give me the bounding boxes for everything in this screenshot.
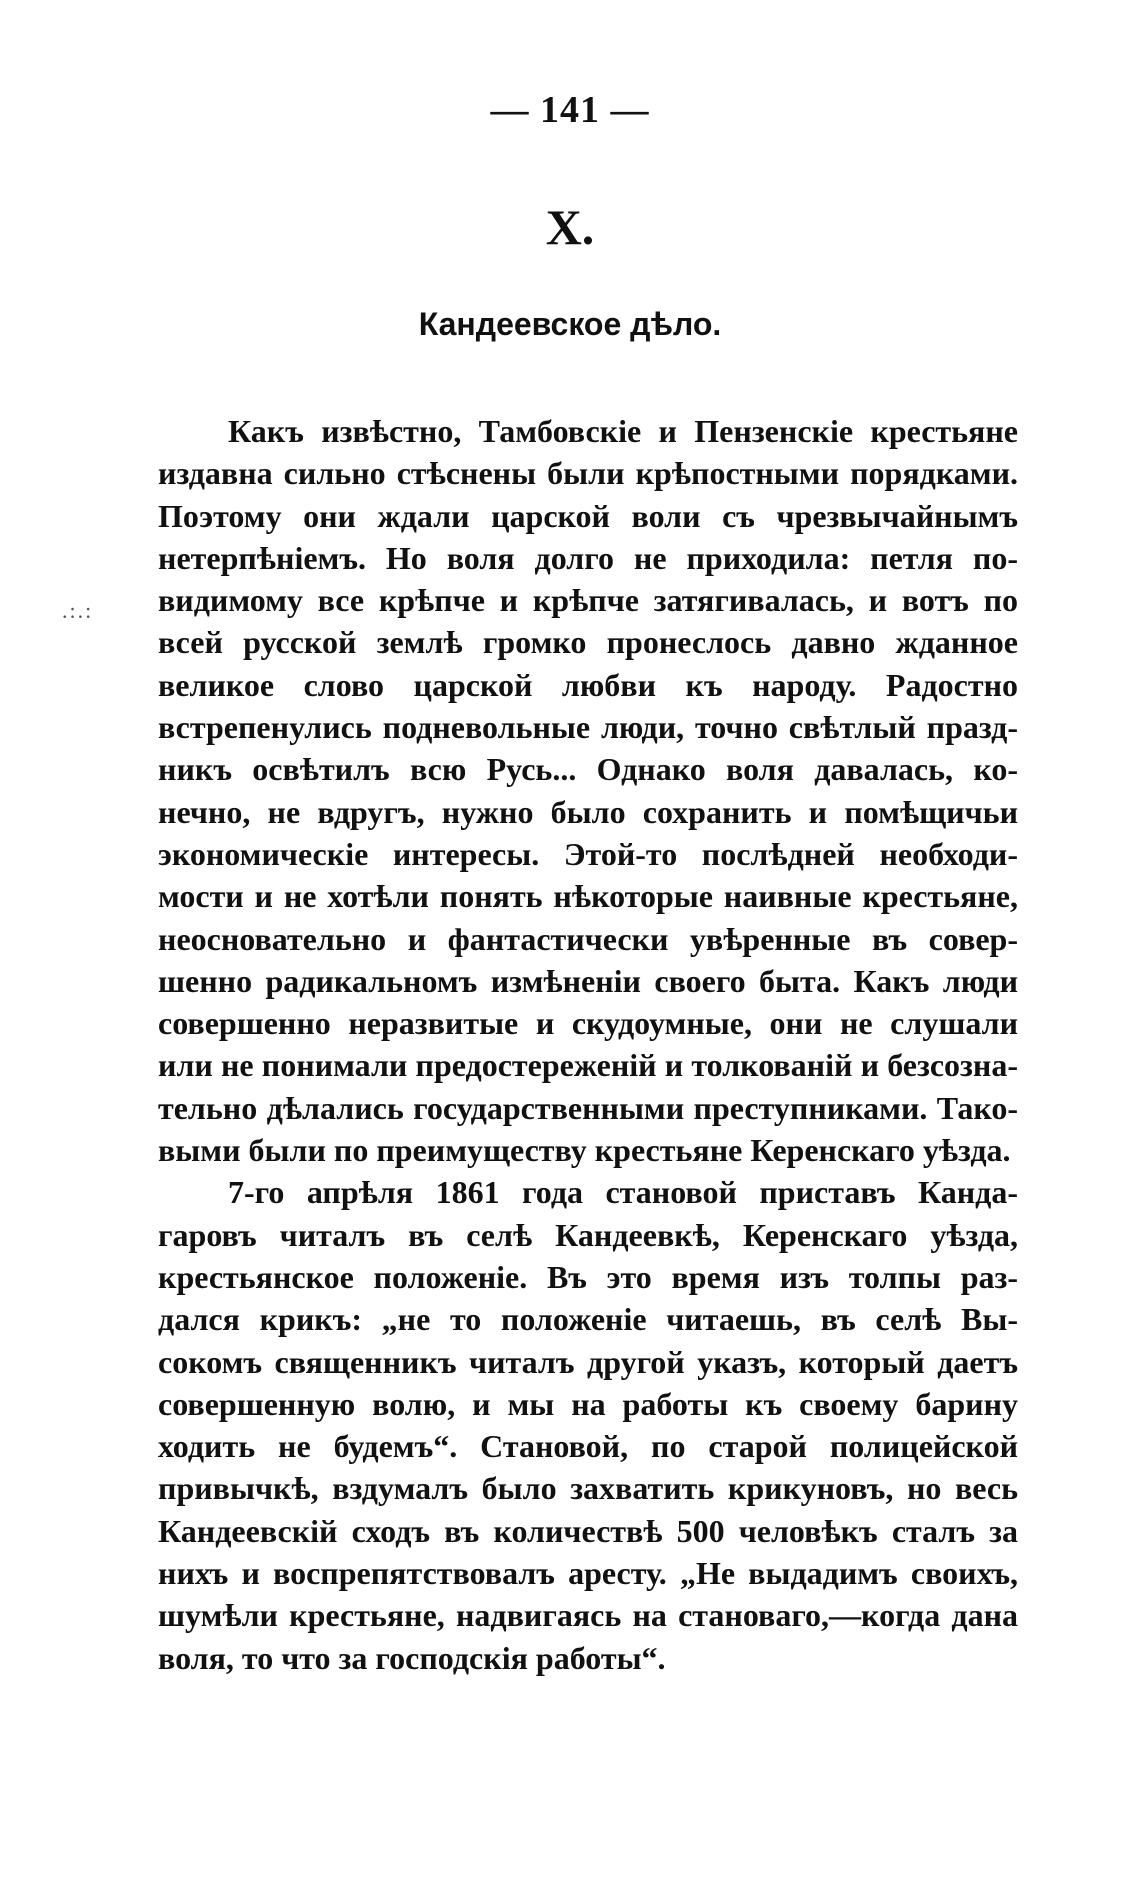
text-line: крестьянское положеніе. Въ это время изъ толпы раз- (158, 1258, 1018, 1295)
page-number: — 141 — (490, 89, 650, 131)
text-line: шумѣли крестьяне, надвигаясь на становаго,—когда дана (158, 1597, 1018, 1634)
text-line: видимому все крѣпче и крѣпче затягивалась, и вотъ по (158, 582, 1018, 619)
text-line: тельно дѣлались государственными преступниками. Тако- (158, 1089, 1018, 1126)
text-line: гаровъ читалъ въ селѣ Кандеевкѣ, Керенскаго уѣзда, (158, 1216, 1018, 1253)
text-line: Кандеевскій сходъ въ количествѣ 500 человѣкъ сталъ за (158, 1512, 1018, 1549)
text-line: встрепенулись подневольные люди, точно свѣтлый празд- (158, 709, 1018, 746)
text-line: никъ освѣтилъ всю Русь... Однако воля давалась, ко- (158, 751, 1018, 788)
text-line: выми были по преимуществу крестьяне Керенскаго уѣзда. (158, 1132, 1011, 1169)
text-line: экономическіе интересы. Этой-то послѣдней необходи- (158, 835, 1018, 872)
margin-mark: .:.: (62, 598, 94, 623)
text-line: Поэтому они ждали царской воли съ чрезвычайнымъ (158, 497, 1018, 534)
text-line: издавна сильно стѣснены были крѣпостными порядками. (158, 455, 1018, 492)
text-line: Какъ извѣстно, Тамбовскіе и Пензенскіе крестьяне (228, 413, 1018, 449)
text-line: нечно, не вдругъ, нужно было сохранить и помѣщичьи (158, 793, 1018, 830)
text-line: или не понимали предостереженій и толкованій и безсозна- (158, 1047, 1018, 1084)
text-line: всей русской землѣ громко пронеслось давно жданное (158, 624, 1018, 661)
text-line: дался крикъ: „не то положеніе читаешь, въ селѣ Вы- (158, 1301, 1018, 1338)
chapter-title: Кандеевское дѣло. (418, 306, 722, 342)
text-line: неосновательно и фантастически увѣренные въ совер- (158, 920, 1018, 957)
chapter-numeral: X. (545, 199, 595, 255)
body-text (158, 410, 1018, 1679)
text-line: великое слово царской любви къ народу. Радостно (158, 666, 1018, 703)
text-line: ходить не будемъ“. Становой, по старой полицейской (158, 1428, 1018, 1465)
text-line: нетерпѣніемъ. Но воля долго не приходила: петля по- (158, 539, 1018, 576)
paragraph (158, 1171, 1018, 1679)
text-line: нихъ и воспрепятствовалъ аресту. „Не выдадимъ своихъ, (158, 1555, 1018, 1592)
text-line: совершенную волю, и мы на работы къ своему барину (158, 1385, 1018, 1422)
text-line: воля, то что за господскія работы“. (158, 1639, 666, 1676)
text-line: 7-го апрѣля 1861 года становой приставъ Канда- (228, 1174, 1018, 1211)
paragraph (158, 410, 1018, 1171)
text-line: совершенно неразвитые и скудоумные, они не слушали (158, 1005, 1018, 1042)
text-line: шенно радикальномъ измѣненіи своего быта. Какъ люди (158, 962, 1018, 999)
text-line: сокомъ священникъ читалъ другой указъ, который даетъ (158, 1343, 1018, 1380)
text-line: привычкѣ, вздумалъ было захватить крикуновъ, но весь (158, 1470, 1018, 1507)
text-line: мости и не хотѣли понять нѣкоторые наивные крестьяне, (158, 878, 1018, 915)
